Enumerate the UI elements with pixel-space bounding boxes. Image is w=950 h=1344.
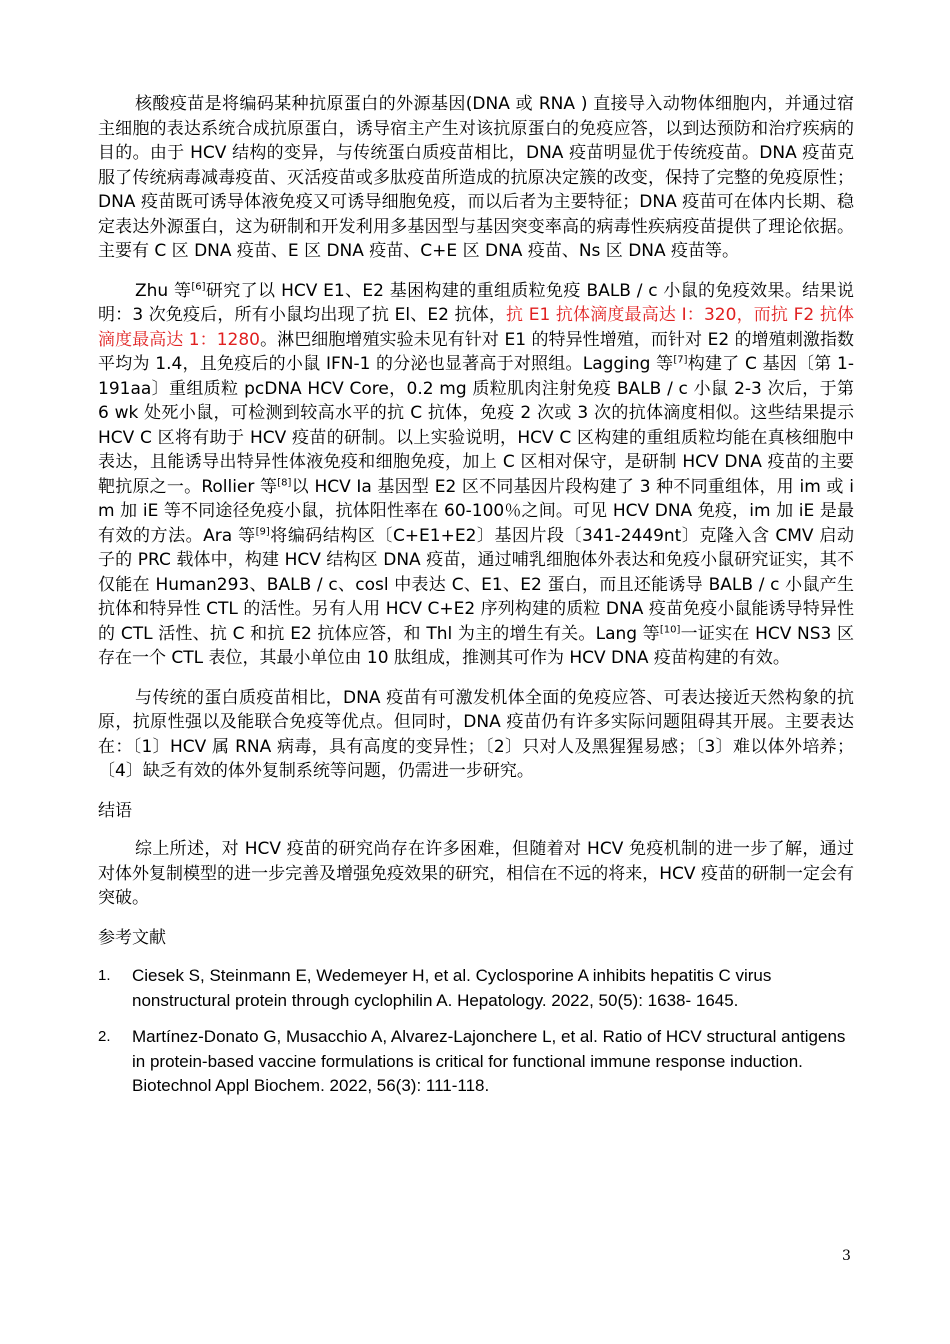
reference-text: Martínez-Donato G, Musacchio A, Alvarez-Lajonchere L, et al. Ratio of HCV structural antigens in protein-based vaccine formulations is critical for functional immune response induction. Biotechnol Appl Biochem. 2022, 56(3): 111-118. [132, 1027, 846, 1095]
paragraph-conclusion: 综上所述，对 HCV 疫苗的研究尚存在许多困难，但随着对 HCV 免疫机制的进一步了解，通过对体外复制模型的进一步完善及增强免疫效果的研究，相信在不远的将来，HCV 疫苗的研制一定会有突破。 [98, 839, 854, 908]
paragraph-research-review [98, 279, 854, 671]
citation-10: [10] [659, 623, 681, 635]
citation-8: [8] [277, 476, 292, 488]
paragraph-dna-vaccine-intro: 核酸疫苗是将编码某种抗原蛋白的外源基因(DNA 或 RNA ) 直接导入动物体细胞内，并通过宿主细胞的表达系统合成抗原蛋白，诱导宿主产生对该抗原蛋白的免疫应答，以到达预防和治疗疾病的目的。由于 HCV 结构的变异，与传统蛋白质疫苗相比，DNA 疫苗明显优于传统疫苗。DNA 疫苗克服了传统病毒减毒疫苗、灭活疫苗或多肽疫苗所造成的抗原决定簇的改变，保持了完整的免疫原性；DNA 疫苗既可诱导体液免疫又可诱导细胞免疫，而以后者为主要特征；DNA 疫苗可在体内长期、稳定表达外源蛋白，这为研制和开发利用多基因型与基因突变率高的病毒性疾病疫苗提供了理论依据。主要有 C 区 DNA 疫苗、E 区 DNA 疫苗、C+E 区 DNA 疫苗、Ns 区 DNA 疫苗等。 [98, 94, 854, 261]
references-heading: 参考文献 [98, 927, 166, 948]
reference-list [98, 964, 854, 1099]
reference-item [98, 1025, 854, 1099]
text-segment: 。淋巴细胞增殖实验未见有针对 E1 的特异性增殖，而针对 E2 的增殖刺激指数平均为 1.4，且免疫后的小鼠 IFN-1 的分泌也显著高于对照组。Lagging 等 [98, 329, 855, 374]
citation-6: [6] [191, 280, 206, 292]
text-segment: 研究了以 HCV E1、E2 基困构建的重组质粒免疫 BALB / c 小鼠的免疫效果。结果说明：3 次免疫后，所有小鼠均出现了抗 El、E2 抗体， [98, 280, 854, 325]
page-number: 3 [842, 1248, 851, 1264]
citation-9: [9] [255, 525, 270, 537]
document-body [98, 92, 854, 1111]
text-segment: 一证实在 HCV NS3 区存在一个 CTL 表位，其最小单位由 10 肽组成，推测其可作为 HCV DNA 疫苗构建的有效。 [98, 623, 854, 668]
highlighted-antibody-titer: 抗 E1 抗体滴度最高达 I：320，而抗 F2 抗体滴度最高达 1：1280 [98, 305, 854, 350]
text-segment: 将编码结构区〔C+E1+E2〕基因片段〔341-2449nt〕克隆入含 CMV 启动子的 PRC 载体中，构建 HCV 结构区 DNA 疫苗，通过哺乳细胞体外表达和免疫小鼠研究证实，其不仅能在 Human293、BALB / c、cosl 中表达 C、E1、E2 蛋白，而且还能诱导 BALB / c 小鼠产生抗体和特异性 CTL 的活性。另有人用 HCV C+E2 序列构建的质粒 DNA 疫苗免疫小鼠能诱导特异性的 CTL 活性、抗 C 和抗 E2 抗体应答，和 Thl 为主的增生有关。Lang 等 [98, 525, 854, 644]
reference-number: 1. [98, 967, 111, 984]
reference-text: Ciesek S, Steinmann E, Wedemeyer H, et al. Cyclosporine A inhibits hepatitis C virus nonstructural protein through cyclophilin A. Hepatology. 2022, 50(5): 1638- 1645. [132, 966, 772, 1010]
paragraph-advantages-problems: 与传统的蛋白质疫苗相比，DNA 疫苗有可激发机体全面的免疫应答、可表达接近天然构象的抗原，抗原性强以及能联合免疫等优点。但同时，DNA 疫苗仍有许多实际问题阻碍其开展。主要表达在：〔1〕HCV 属 RNA 病毒，具有高度的变异性；〔2〕只对人及黑猩猩易感；〔3〕难以体外培养；〔4〕缺乏有效的体外复制系统等问题，仍需进一步研究。 [98, 687, 854, 781]
conclusion-heading: 结语 [98, 800, 132, 821]
text-segment: Zhu 等 [135, 280, 192, 301]
text-segment: 构建了 C 基因〔第 1-191aa〕重组质粒 pcDNA HCV Core，0.2 mg 质粒肌肉注射免疫 BALB / c 小鼠 2-3 次后，于第 6 wk 处死小鼠，可检测到较高水平的抗 C 抗体，免疫 2 次或 3 次的抗体滴度相似。这些结果提示 HCV C 区将有助于 HCV 疫苗的研制。以上实验说明，HCV C 区构建的重组质粒均能在真核细胞中表达，且能诱导出特异性体液免疫和细胞免疫，加上 C 区相对保守，是研制 HCV DNA 疫苗的主要靶抗原之一。Rollier 等 [98, 354, 854, 497]
citation-7: [7] [673, 354, 688, 366]
reference-item [98, 964, 854, 1013]
text-segment: 以 HCV Ia 基因型 E2 区不同基因片段构建了 3 种不同重组体，用 im 或 im 加 iE 等不同途径免疫小鼠，抗体阳性率在 60-100％之间。可见 HCV DNA 免疫，im 加 iE 是最有效的方法。Ara 等 [98, 476, 854, 546]
reference-number: 2. [98, 1028, 111, 1045]
